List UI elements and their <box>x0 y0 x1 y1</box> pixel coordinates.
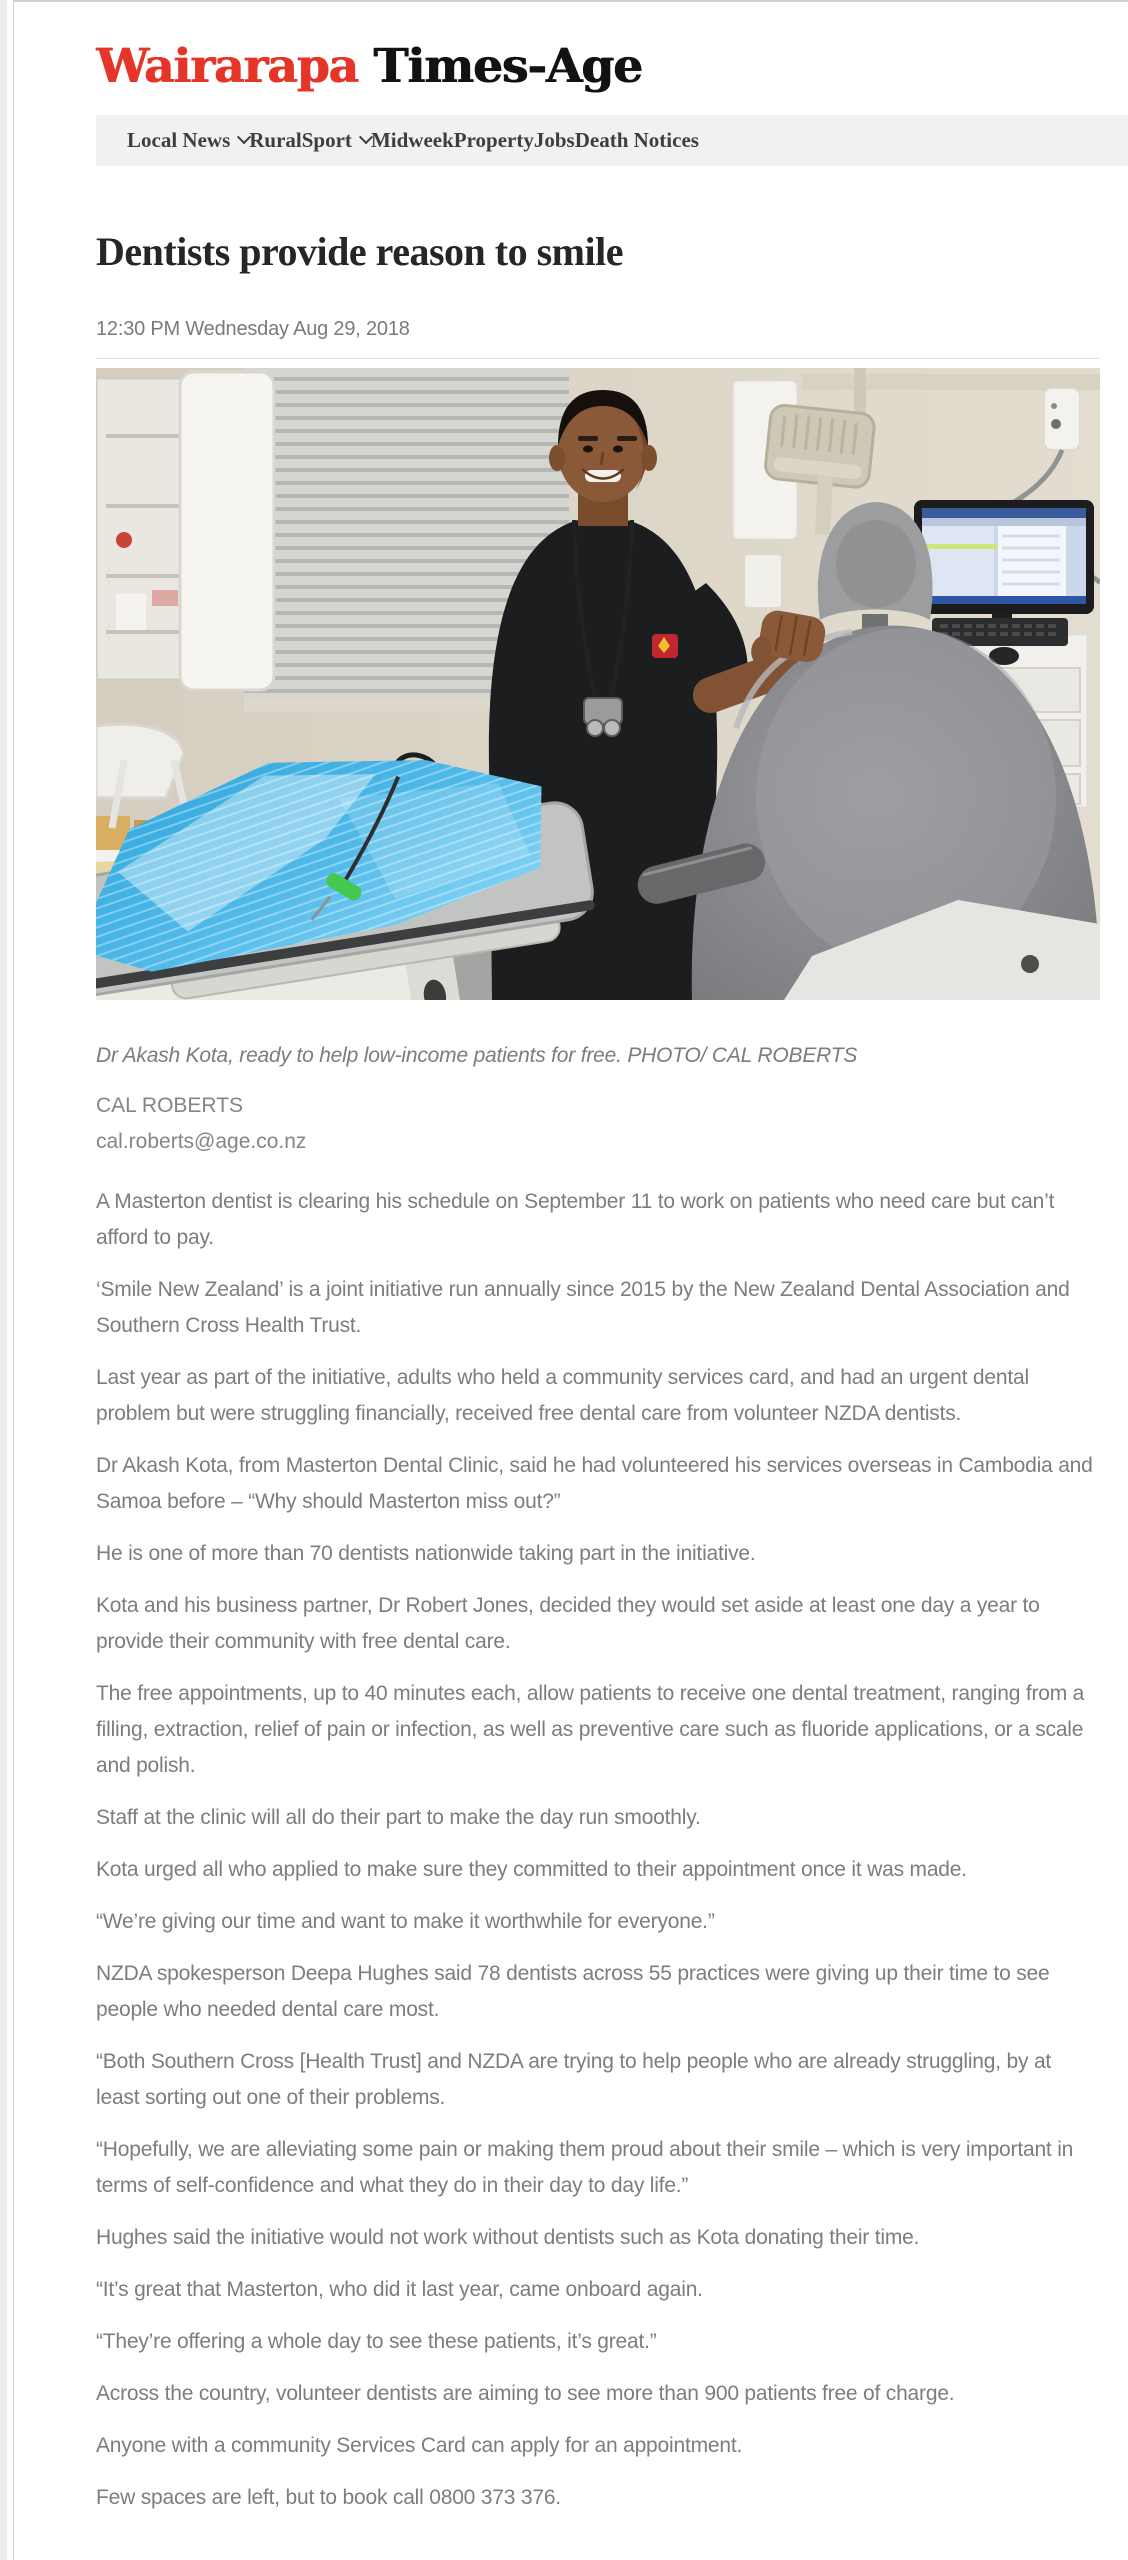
paragraph: NZDA spokesperson Deepa Hughes said 78 dentists across 55 practices were giving up their time to see people who needed dental care most. <box>96 1961 1050 2021</box>
masthead-times-age: Times-Age <box>373 39 642 94</box>
paragraph: A Masterton dentist is clearing his schedule on September 11 to work on patients who need care but can’t afford to pay. <box>96 1189 1055 1249</box>
nav-item-midweek[interactable]: Midweek <box>370 127 454 152</box>
paragraph: “It’s great that Masterton, who did it last year, came onboard again. <box>96 2277 703 2301</box>
paragraph: “Hopefully, we are alleviating some pain or making them proud about their smile – which is very important in terms of self-confidence and what they do in their day to day life.” <box>96 2137 1074 2197</box>
nav-item-property[interactable]: Property <box>453 127 534 152</box>
page-left-gutter <box>0 0 7 2560</box>
page-top-border <box>13 0 1128 2</box>
paragraph: Few spaces are left, but to book call 0800 373 376. <box>96 2485 561 2509</box>
masthead-wairarapa: Wairarapa <box>96 39 358 94</box>
paragraph: Staff at the clinic will all do their part to make the day run smoothly. <box>96 1805 701 1829</box>
article-timestamp: 12:30 PM Wednesday Aug 29, 2018 <box>96 317 410 340</box>
byline-author: CAL ROBERTS <box>96 1093 244 1117</box>
nav-item-local-news[interactable]: Local News <box>127 128 249 153</box>
dental-clinic-photo-illustration <box>96 368 1100 1000</box>
photo-caption: Dr Akash Kota, ready to help low-income patients for free. PHOTO/ CAL ROBERTS <box>96 1043 858 1067</box>
paragraph: Last year as part of the initiative, adults who held a community services card, and had an urgent dental problem but were struggling financially, received free dental care from volunteer NZDA dentists. <box>96 1365 1029 1425</box>
nav-item-sport[interactable]: Sport <box>302 128 371 153</box>
paragraph: He is one of more than 70 dentists nationwide taking part in the initiative. <box>96 1541 756 1565</box>
page-left-border <box>13 0 14 2560</box>
article-body <box>96 1184 1100 2516</box>
paragraph: Kota and his business partner, Dr Robert Jones, decided they would set aside at least one day a year to provide their community with free dental care. <box>96 1593 1040 1653</box>
paragraph: Hughes said the initiative would not work without dentists such as Kota donating their time. <box>96 2225 920 2249</box>
paragraph: Anyone with a community Services Card can apply for an appointment. <box>96 2433 743 2457</box>
paragraph: “They’re offering a whole day to see these patients, it’s great.” <box>96 2329 657 2353</box>
paragraph: The free appointments, up to 40 minutes each, allow patients to receive one dental treatment, ranging from a filling, extraction, relief of pain or infection, as well as preventive care such as fluoride applications, or a scale and polish. <box>96 1681 1085 1777</box>
paragraph: “Both Southern Cross [Health Trust] and NZDA are trying to help people who are already struggling, by at least sorting out one of their problems. <box>96 2049 1052 2109</box>
byline <box>96 1094 1100 1154</box>
nav-item-jobs[interactable]: Jobs <box>533 127 575 152</box>
paragraph: “We’re giving our time and want to make it worthwhile for everyone.” <box>96 1909 715 1933</box>
paragraph: Across the country, volunteer dentists are aiming to see more than 900 patients free of charge. <box>96 2381 955 2405</box>
byline-email[interactable]: cal.roberts@age.co.nz <box>96 1129 307 1153</box>
divider <box>96 358 1100 359</box>
nav-item-rural[interactable]: Rural <box>249 127 302 152</box>
page-content <box>14 0 1128 2532</box>
article-photo <box>96 368 1100 1000</box>
paragraph: ‘Smile New Zealand’ is a joint initiative run annually since 2015 by the New Zealand Dental Association and Southern Cross Health Trust. <box>96 1277 1070 1337</box>
paragraph: Dr Akash Kota, from Masterton Dental Clinic, said he had volunteered his services overseas in Cambodia and Samoa before – “Why should Masterton miss out?” <box>96 1453 1093 1513</box>
nav-item-death-notices[interactable]: Death Notices <box>574 127 699 152</box>
article-title: Dentists provide reason to smile <box>96 228 623 274</box>
main-nav <box>96 115 1128 166</box>
masthead-logo[interactable] <box>96 41 1100 93</box>
paragraph: Kota urged all who applied to make sure they committed to their appointment once it was made. <box>96 1857 967 1881</box>
